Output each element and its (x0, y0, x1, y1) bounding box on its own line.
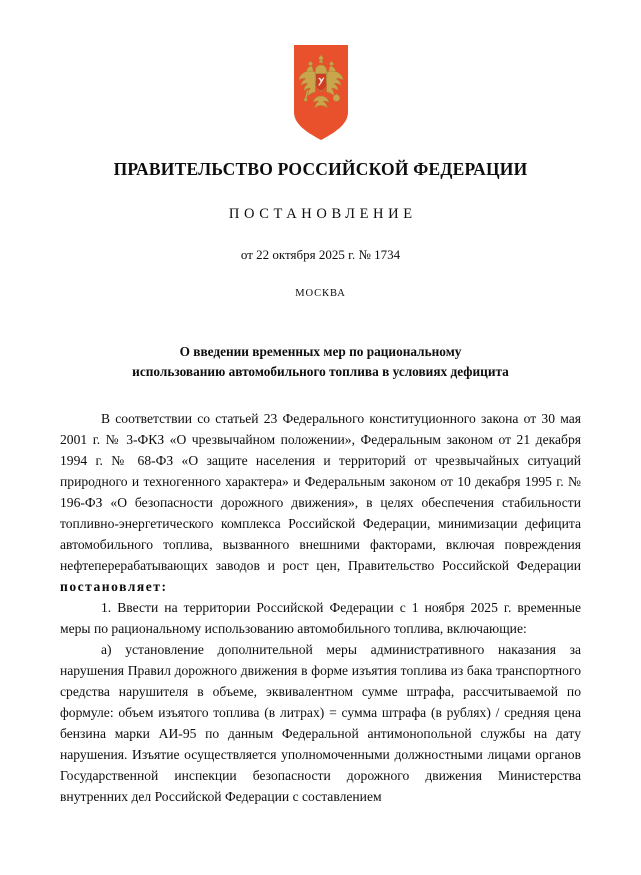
paragraph-preamble (60, 408, 581, 597)
government-title: ПРАВИТЕЛЬСТВО РОССИЙСКОЙ ФЕДЕРАЦИИ (113, 159, 528, 179)
resolve-keyword: постановляет: (60, 578, 168, 594)
document-body (60, 382, 581, 807)
preamble-text: В соответствии со статьей 23 Федерального конституционного закона от 30 мая 2001 г. № 3-ФКЗ «О чрезвычайном положении», Федеральным законом от 21 декабря 1994 г. № 68-ФЗ «О защите населения и территорий от чрезвычайных ситуаций природного и техногенного характера» и Федеральным законом от 10 декабря 1995 г. № 196-ФЗ «О безопасности дорожного движения», в целях обеспечения стабильности топливно-энергетического комплекса Российской Федерации, минимизации дефицита автомобильного топлива, вызванного внешними факторами, включая повреждения нефтеперерабатывающих заводов и рост цен, Правительство Российской Федерации (60, 410, 581, 573)
emblem-container (0, 0, 641, 141)
document-kind: ПОСТАНОВЛЕНИЕ (228, 206, 417, 222)
paragraph-item-a: а) установление дополнительной меры административного наказания за нарушения Правил дорожного движения в форме изъятия топлива из бака транспортного средства нарушителя в объеме, эквивалентном сумме штрафа, рассчитываемой по формуле: объем изъятого топлива (в литрах) = сумма штрафа (в рублях) / средняя цена бензина марки АИ-95 по данным Федеральной антимонопольной службы на дату нарушения. Изъятие осуществляется уполномоченными должностными лицами органов Государственной инспекции безопасности дорожного движения Министерства внутренних дел Российской Федерации с составлением (60, 641, 581, 804)
russian-coat-of-arms-icon (292, 44, 350, 141)
paragraph-item-1: 1. Ввести на территории Российской Федерации с 1 ноября 2025 г. временные меры по рациональному использованию автомобильного топлива, включающие: (60, 599, 581, 636)
document-date-number: от 22 октября 2025 г. № 1734 (240, 247, 401, 262)
document-subject (0, 299, 641, 382)
document-header (0, 153, 641, 299)
document-subject-line-1: О введении временных мер по рациональному (179, 344, 462, 359)
document-city: МОСКВА (295, 288, 346, 299)
document-subject-line-2: использованию автомобильного топлива в условиях дефицита (132, 363, 509, 379)
